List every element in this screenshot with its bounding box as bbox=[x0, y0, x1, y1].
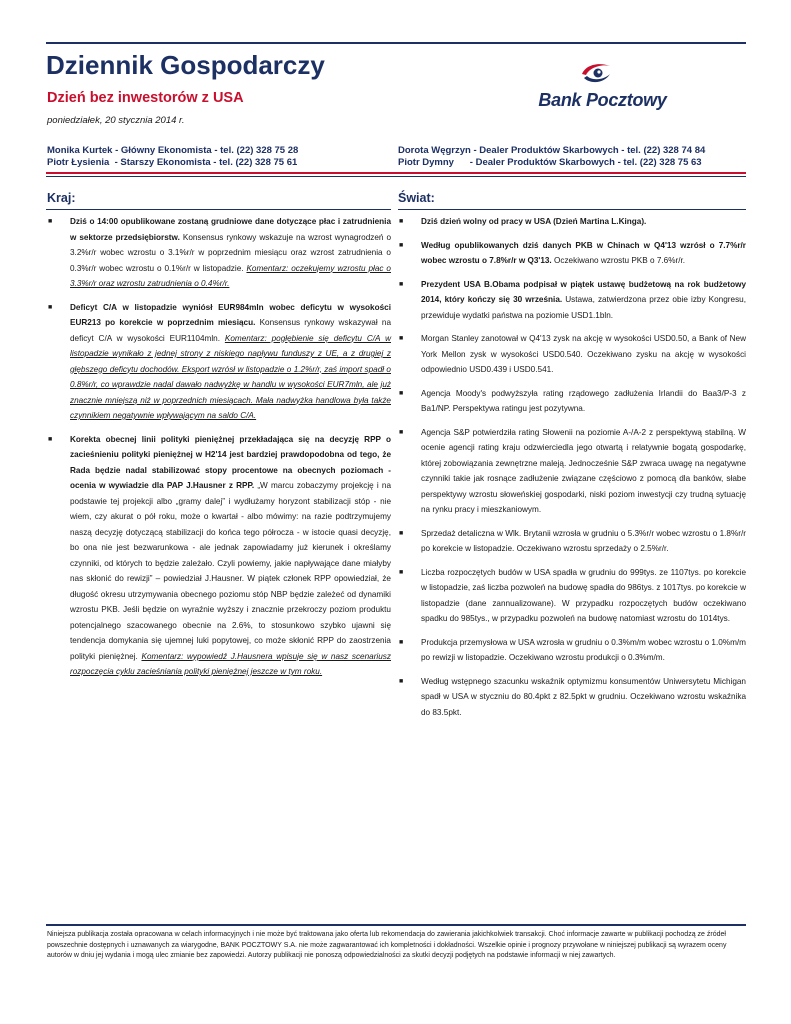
list-item bbox=[398, 331, 746, 378]
section-underline-swiat bbox=[398, 209, 746, 210]
contacts-economists: Monika Kurtek - Główny Ekonomista - tel. (22) 328 75 28 Piotr Łysienia - Starszy Ekonomista - tel. (22) 328 75 61 bbox=[47, 145, 299, 168]
contacts-dealers: Dorota Węgrzyn - Dealer Produktów Skarbowych - tel. (22) 328 74 84 Piotr Dymny - Dealer Produktów Skarbowych - tel. (22) 328 75 63 bbox=[398, 145, 706, 168]
bullet-icon: ■ bbox=[399, 218, 404, 225]
list-item bbox=[398, 565, 746, 627]
item-text: Morgan Stanley zanotował w Q4'13 zysk na akcję w wysokości USD0.50, a Bank of New York Mellon zysk w wysokości USD0.540. Oczekiwano zysku na akcję w wysokości odpowiednio USD0.439 i USD0.541. bbox=[421, 334, 746, 374]
item-lead: Deficyt C/A w listopadzie wyniósł EUR984mln wobec deficytu w wysokości EUR213 po korekcie w poprzednim miesiącu. bbox=[70, 302, 391, 327]
list-item bbox=[398, 386, 746, 417]
bullet-icon: ■ bbox=[399, 335, 404, 342]
bullet-icon: ■ bbox=[399, 428, 404, 436]
item-text: Sprzedaż detaliczna w Wlk. Brytanii wzrosła w grudniu o 5.3%r/r wobec wzrostu o 1.8%r/r po korekcie w listopadzie. Oczekiwano wzrostu sprzedaży o 2.5%r/r. bbox=[421, 528, 746, 553]
bullet-icon: ■ bbox=[399, 638, 404, 646]
item-comment: Komentarz: oczekujemy wzrostu płac o 3.3%r/r oraz wzrostu zatrudnienia o 0.4%r/r. bbox=[70, 263, 391, 288]
item-lead: Prezydent USA B.Obama podpisał w piątek ustawę budżetową na rok budżetowy 2014, który kończy się 30 września. bbox=[421, 279, 746, 304]
item-lead: Korekta obecnej linii polityki pieniężnej przekładająca się na decyzję RPP o zacieśnieniu polityki pieniężnej w H2'14 jest bardziej prawdopodobna od tego, że Rada będzie nadal stabilizować stopy procentowe na obecnych poziomach - ocenia w wywiadzie dla PAP J.Hausner z RPP. bbox=[70, 434, 391, 490]
list-item bbox=[398, 238, 746, 269]
section-heading-swiat: Świat: bbox=[398, 191, 435, 205]
bullet-icon: ■ bbox=[48, 218, 53, 225]
header-rule bbox=[46, 42, 746, 44]
item-text: „W marcu zobaczymy projekcję i na podstawie tej projekcji albo „gramy dalej” i wydłużamy horyzont stabilizacji stóp - nie wiem, czy akurat o pół roku, może o kwartał - albo mówimy: na razie podtrzymujemy naszą decyzję dotyczącą stabilizacji do końca tego półrocza - w istocie quasi decyzję, bo ona nie jest bezwarunkowa - ale jednak zapowiadamy już kierunek i określamy czynniki, od których to będzie zależało. Czyli powiemy, jakie napływające dane miałyby nas skłonić do rewizji” – powiedział J.Hausner. W piątek członek RPP opowiedział, że długość okresu utrzymywania obecnego poziomu stóp NBP będzie zależeć od dynamiki wzrostu PKB. Jeśli będzie on wyraźnie wyższy i znacznie przekroczy poziom produktu potencjalnego szacowanego obecnie na 2.6%, to stosunkowo szybko ujawni się tendencja domykania się ujemnej luki popytowej, co może skłonić RPP do zaostrzenia polityki pieniężnej. bbox=[70, 481, 391, 661]
item-text: Konsensus rynkowy wskazuje na wzrost wynagrodzeń o 3.2%r/r wobec wzrostu o 3.1%r/r w poprzednim miesiącu oraz wzrost zatrudnienia o 0.3%r/r wobec wzrostu o 0.1%r/r w listopadzie. bbox=[70, 232, 391, 273]
contacts-divider-red bbox=[46, 172, 746, 174]
list-item bbox=[398, 425, 746, 518]
item-text: Liczba rozpoczętych budów w USA spadła w grudniu do 999tys. ze 1107tys. po korekcie w listopadzie, zaś liczba pozwoleń na budowę spadła do 986tys. z 1017tys. po korekcie w listopadzie (dane zannualizowane). W przypadku rozpoczętych budów oczekiwano spadku do 985tys., w przypadku pozwoleń na budowę natomiast wzrostu do 1014tys. bbox=[421, 567, 746, 623]
section-heading-kraj: Kraj: bbox=[47, 191, 76, 205]
bullet-icon: ■ bbox=[399, 389, 404, 397]
bullet-icon: ■ bbox=[399, 677, 404, 685]
list-item bbox=[398, 214, 746, 230]
item-text: Konsensus rynkowy wskazywał na deficyt C/A w wysokości EUR1104mln. bbox=[70, 318, 391, 343]
kraj-news-list bbox=[47, 214, 391, 688]
item-text: Ustawa, zatwierdzona przez obie izby Kongresu, przewiduje wydatki państwa na poziomie USD1.1bln. bbox=[421, 295, 746, 320]
footer-rule bbox=[46, 924, 746, 926]
bullet-icon: ■ bbox=[399, 529, 404, 537]
page-title: Dziennik Gospodarczy bbox=[46, 50, 325, 80]
item-lead: Dziś o 14:00 opublikowane zostaną grudniowe dane dotyczące płac i zatrudnienia w sektorze przedsiębiorstw. bbox=[70, 217, 391, 242]
item-comment: Komentarz: pogłębienie się deficytu C/A w listopadzie wynikało z jednej strony z niskiego napływu funduszy z UE, a z drugiej z głębszego deficytu dochodów. Eksport wzrósł w listopadzie o 1.2%r/r, zaś import spadł o 0.8%r/r, co wprawdzie nadal dawało nadwyżkę w handlu w wysokości EUR7mln, ale już znacznie mniejszą niż w poprzednich miesiącach. Mała nadwyżka handlowa była także czynnikiem negatywnie wpływającym na saldo C/A. bbox=[70, 333, 391, 420]
page-subtitle: Dzień bez inwestorów z USA bbox=[47, 90, 244, 106]
list-item bbox=[398, 277, 746, 324]
bullet-icon: ■ bbox=[399, 568, 404, 576]
bank-logo-text: Bank Pocztowy bbox=[538, 90, 667, 110]
item-text: Według wstępnego szacunku wskaźnik optymizmu konsumentów Uniwersytetu Michigan spadł w USA w styczniu do 80.4pkt z 82.5pkt w grudniu. Oczekiwano wzrostu wskaźnika do 83.5pkt. bbox=[421, 676, 746, 717]
item-text: Oczekiwano wzrostu PKB o 7.6%r/r. bbox=[551, 256, 686, 265]
item-lead: Według opublikowanych dziś danych PKB w Chinach w Q4'13 wzrósł o 7.7%r/r wobec wzrostu o 7.8%r/r w Q3'13. bbox=[421, 240, 746, 265]
list-item bbox=[398, 674, 746, 721]
list-item bbox=[47, 214, 391, 292]
bullet-icon: ■ bbox=[48, 303, 53, 311]
bullet-icon: ■ bbox=[399, 280, 404, 288]
section-underline-kraj bbox=[46, 209, 391, 210]
bank-logo bbox=[520, 60, 690, 118]
list-item bbox=[398, 635, 746, 666]
item-text: Produkcja przemysłowa w USA wzrosła w grudniu o 0.3%m/m wobec wzrostu o 1.0%m/m po rewizji w listopadzie. Oczekiwano wzrostu produkcji o 0.3%m/m. bbox=[421, 637, 746, 662]
item-comment: Komentarz: wypowiedź J.Hausnera wpisuje się w nasz scenariusz rozpoczęcia cyklu zacieśniania polityki pieniężnej jeszcze w tym roku. bbox=[70, 651, 391, 676]
disclaimer: Niniejsza publikacja została opracowana w celach informacyjnych i nie może być traktowana jako oferta lub rekomendacja do zawierania jakichkolwiek transakcji. Choć informacje zawarte w publikacji pochodzą ze źródeł powszechnie dostępnych i uznawanych za wiarygodne, BANK POCZTOWY S.A. nie może zagwarantować ich kompletności i dokładności. Wszelkie opinie i prognozy przywołane w niniejszej publikacji są wyrazem oceny autorów w dniu jej wydania i mogą ulec zmianie bez zapowiedzi. Autorzy publikacji nie ponoszą odpowiedzialności za skutki decyzji podjętych na podstawie informacji w niej zawartych. bbox=[47, 931, 727, 959]
list-item bbox=[47, 300, 391, 424]
contacts-divider-thin bbox=[46, 176, 746, 177]
bullet-icon: ■ bbox=[399, 241, 404, 249]
item-text: Agencja S&P potwierdziła rating Słowenii na poziomie A-/A-2 z perspektywą stabilną. W ocenie agencji rating kraju odzwierciedla jego otwartą i relatywnie bogatą gospodarkę, której zobowiązania zewnętrzne maleją. Jednocześnie S&P zwraca uwagę na negatywne czynniki takie jak rosnące zadłużenie związane częściowo z pomocą dla banków, słabe perspektywy wzrostu słoweńskiej gospodarki, niski poziom inwestycji czy trudną sytuację na rynku pracy i mieszkaniowym. bbox=[421, 427, 746, 514]
list-item bbox=[47, 432, 391, 680]
bullet-icon: ■ bbox=[48, 435, 53, 443]
item-lead: Dziś dzień wolny od pracy w USA (Dzień Martina L.Kinga). bbox=[421, 217, 647, 226]
list-item bbox=[398, 526, 746, 557]
item-text: Agencja Moody's podwyższyła rating rządowego zadłużenia Irlandii do Baa3/P-3 z Ba1/NP. Perspektywa ratingu jest pozytywna. bbox=[421, 388, 746, 413]
swiat-news-list bbox=[398, 214, 746, 728]
publication-date: poniedziałek, 20 stycznia 2014 r. bbox=[47, 115, 185, 126]
bank-logo-icon bbox=[578, 60, 614, 88]
